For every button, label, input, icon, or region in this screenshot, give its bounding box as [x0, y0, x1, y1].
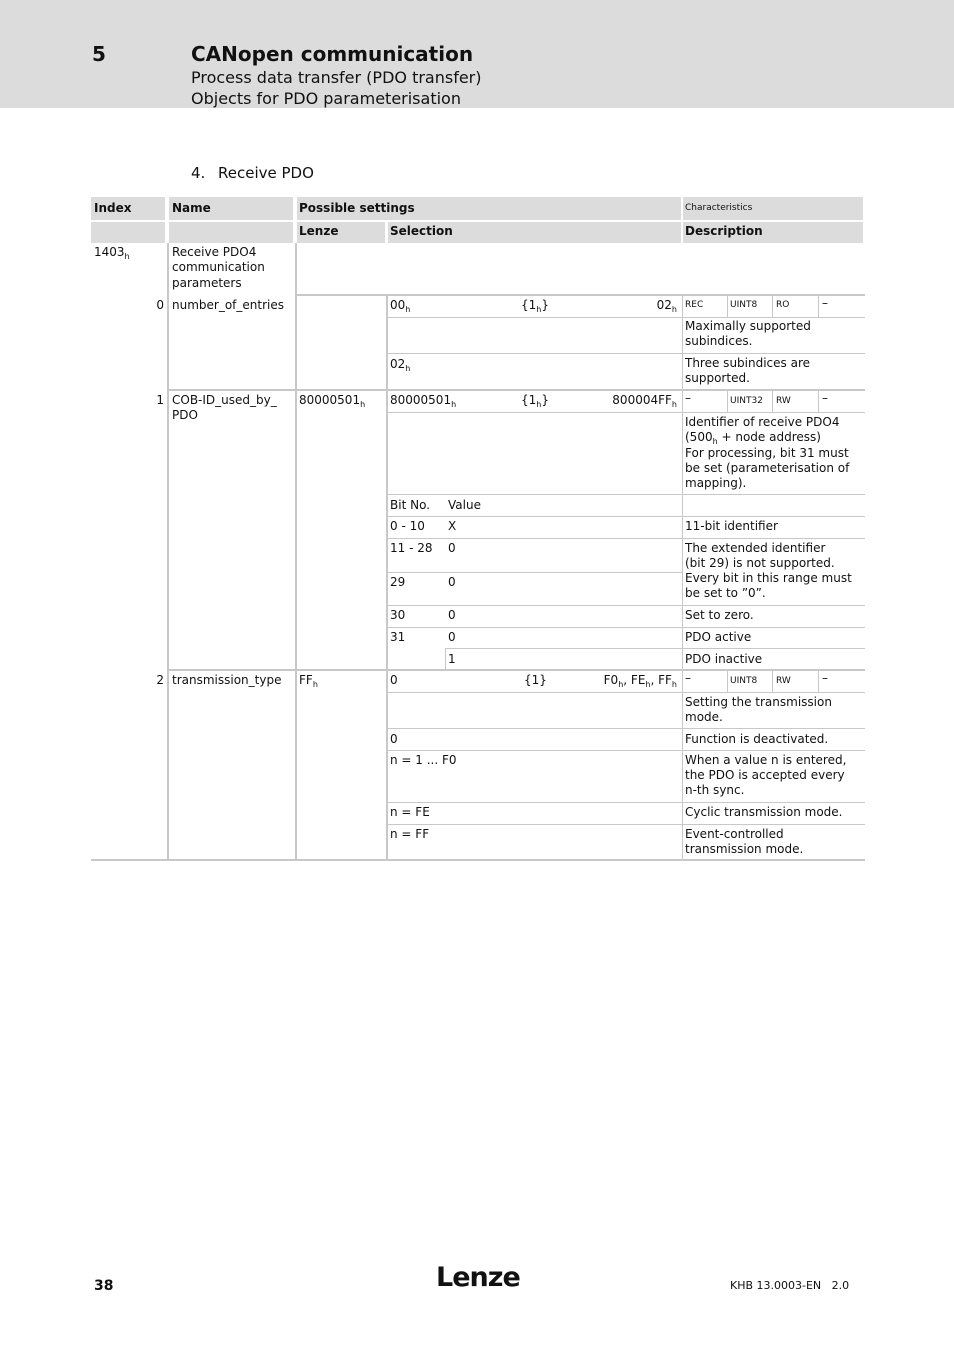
s0-sel-step: $\{1_h\}$ [521, 298, 549, 314]
chapter-title: CANopen communication [191, 42, 474, 66]
s0-subindex: 0 [156, 298, 164, 312]
section-number: 4. [191, 164, 206, 182]
header-cell-empty-1 [91, 222, 165, 243]
s2-sel-min: 0 [390, 673, 398, 687]
bit-row-5-value: 0 [448, 630, 456, 644]
header-description: Description [685, 224, 763, 238]
bit-row-2-bit: 11 - 28 [390, 541, 433, 555]
vline-char-8 [772, 670, 773, 693]
s0-desc-line-2: subindices. [685, 334, 753, 348]
s2-desc-line-2: mode. [685, 710, 723, 724]
bit-row-2-value: 0 [448, 541, 456, 555]
bit-row-5-desc: PDO active [685, 630, 752, 644]
bits-11-29-desc-line-4: be set to ”0”. [685, 586, 766, 600]
s1-sel-max: $800004FF_h$ [612, 393, 677, 409]
hline-after-1403 [297, 294, 865, 296]
hline-s1-a [388, 412, 865, 413]
bit-row-1-desc: 11-bit identifier [685, 519, 778, 533]
s1-desc-line-2: ($500_h$ + node address) [685, 430, 821, 446]
s0-sel-max: $02_h$ [656, 298, 677, 314]
hline-s0-a [388, 317, 865, 318]
s2-row-3-desc: Cyclic transmission mode. [685, 805, 843, 819]
bit-row-4-desc: Set to zero. [685, 608, 754, 622]
hline-s2-start [169, 669, 865, 671]
s2-sel-max: $F0_h$, $FE_h$, $FF_h$ [603, 673, 677, 689]
s2-row-2-desc-line-2: the PDO is accepted every [685, 768, 845, 782]
hline-s2-d [388, 802, 865, 803]
hline-s1-e [388, 572, 682, 573]
s1-sel-step: $\{1_h\}$ [521, 393, 549, 409]
page-number: 38 [94, 1278, 114, 1294]
s2-row-1-sel: 0 [390, 732, 398, 746]
header-cell-empty-2 [169, 222, 293, 243]
header-selection: Selection [390, 224, 453, 238]
header-index: Index [94, 201, 132, 215]
bit-row-6-desc: PDO inactive [685, 652, 763, 666]
bit-row-4-value: 0 [448, 608, 456, 622]
hline-s2-c [388, 750, 865, 751]
vline-char-3 [818, 295, 819, 318]
object-name-line-2: communication [172, 260, 265, 274]
bit-row-3-bit: 29 [390, 575, 406, 589]
s0-row2-desc-line-2: supported. [685, 371, 750, 385]
s1-name-line-2: PDO [172, 408, 198, 422]
subtitle-1: Process data transfer (PDO transfer) [191, 68, 482, 87]
s2-name: transmission_type [172, 673, 282, 687]
lenze-logo: Lenze [436, 1262, 520, 1293]
header-lenze: Lenze [299, 224, 339, 238]
s0-row2-sel: $02_h$ [390, 357, 411, 373]
s2-row-1-desc: Function is deactivated. [685, 732, 829, 746]
s2-row-2-desc-line-3: n-th sync. [685, 783, 745, 797]
s1-desc-line-5: mapping). [685, 476, 747, 490]
s2-char-4: – [822, 671, 828, 685]
vline-lenze-selection [386, 295, 388, 861]
s1-char-3: RW [776, 396, 791, 406]
s0-char-2: UINT8 [730, 300, 758, 310]
s2-subindex: 2 [156, 673, 164, 687]
s1-subindex: 1 [156, 393, 164, 407]
hline-s1-g [388, 627, 865, 628]
s1-sel-min: $80000501_h$ [390, 393, 457, 409]
s1-desc-line-3: For processing, bit 31 must [685, 446, 849, 460]
s2-desc-line-1: Setting the transmission [685, 695, 832, 709]
hline-s1-b [388, 494, 865, 495]
bit-header-value: Value [448, 498, 481, 512]
s2-char-1: – [685, 671, 691, 685]
object-index: $1403_h$ [94, 245, 130, 261]
chapter-number: 5 [92, 42, 106, 66]
vline-char-1 [727, 295, 728, 318]
bits-11-29-desc-line-3: Every bit in this range must [685, 571, 852, 585]
hline-table-bottom [91, 859, 865, 861]
s2-row-4-sel: n = FF [390, 827, 430, 841]
vline-selection-desc [682, 295, 683, 861]
vline-char-2 [772, 295, 773, 318]
s1-desc-line-1: Identifier of receive PDO4 [685, 415, 840, 429]
bits-11-29-desc-line-2: (bit 29) is not supported. [685, 556, 835, 570]
s0-desc-line-1: Maximally supported [685, 319, 811, 333]
vline-char-6 [818, 390, 819, 413]
bit-row-6-value: 1 [448, 652, 456, 666]
bit-row-3-value: 0 [448, 575, 456, 589]
vline-char-5 [772, 390, 773, 413]
hline-s2-b [388, 728, 865, 729]
vline-bit-31-value [445, 648, 446, 671]
s2-row-2-desc-line-1: When a value n is entered, [685, 753, 847, 767]
s2-row-4-desc-line-1: Event-controlled [685, 827, 784, 841]
vline-char-9 [818, 670, 819, 693]
s2-sel-step: {1} [524, 673, 547, 687]
vline-char-7 [727, 670, 728, 693]
object-name-line-3: parameters [172, 276, 242, 290]
s0-char-1: REC [685, 300, 704, 310]
s1-name-line-1: COB-ID_used_by_ [172, 393, 277, 407]
hline-s1-f [388, 605, 865, 606]
document-version: 2.0 [831, 1279, 850, 1292]
s2-row-3-sel: n = FE [390, 805, 430, 819]
object-name-line-1: Receive PDO4 [172, 245, 257, 259]
document-id: KHB 13.0003-EN 2.0 [730, 1279, 850, 1292]
subtitle-2: Objects for PDO parameterisation [191, 89, 461, 108]
s2-char-3: RW [776, 676, 791, 686]
s0-sel-min: $00_h$ [390, 298, 411, 314]
hline-s1-h [446, 648, 865, 649]
header-characteristics: Characteristics [685, 203, 753, 213]
header-name: Name [172, 201, 211, 215]
bits-11-29-desc-line-1: The extended identifier [685, 541, 826, 555]
hline-s2-e [388, 824, 865, 825]
hline-s0-b [388, 353, 865, 354]
vline-index-name [167, 243, 169, 861]
s2-lenze: $FF_h$ [299, 673, 318, 689]
bit-header-bit: Bit No. [390, 498, 431, 512]
bit-row-4-bit: 30 [390, 608, 406, 622]
hline-s1-c [388, 516, 865, 517]
section-heading [191, 164, 314, 182]
hline-s1-start [169, 389, 865, 391]
bit-row-1-bit: 0 - 10 [390, 519, 425, 533]
s1-desc-line-4: be set (parameterisation of [685, 461, 850, 475]
s0-name: number_of_entries [172, 298, 284, 312]
s1-char-1: – [685, 391, 691, 405]
s0-char-3: RO [776, 300, 790, 310]
page-header [0, 0, 954, 108]
s2-row-4-desc-line-2: transmission mode. [685, 842, 804, 856]
s1-char-2: UINT32 [730, 396, 763, 406]
s2-row-2-sel: n = 1 ... F0 [390, 753, 457, 767]
section-title: Receive PDO [218, 164, 314, 182]
header-possible-settings: Possible settings [299, 201, 415, 215]
s0-char-4: – [822, 296, 828, 310]
s1-lenze: $80000501_h$ [299, 393, 366, 409]
bit-row-1-value: X [448, 519, 457, 533]
s2-char-2: UINT8 [730, 676, 758, 686]
bit-row-5-bit: 31 [390, 630, 406, 644]
hline-s2-a [388, 692, 865, 693]
s0-row2-desc-line-1: Three subindices are [685, 356, 811, 370]
vline-char-4 [727, 390, 728, 413]
vline-name-lenze [295, 243, 297, 861]
s1-char-4: – [822, 391, 828, 405]
hline-s1-d [388, 538, 865, 539]
